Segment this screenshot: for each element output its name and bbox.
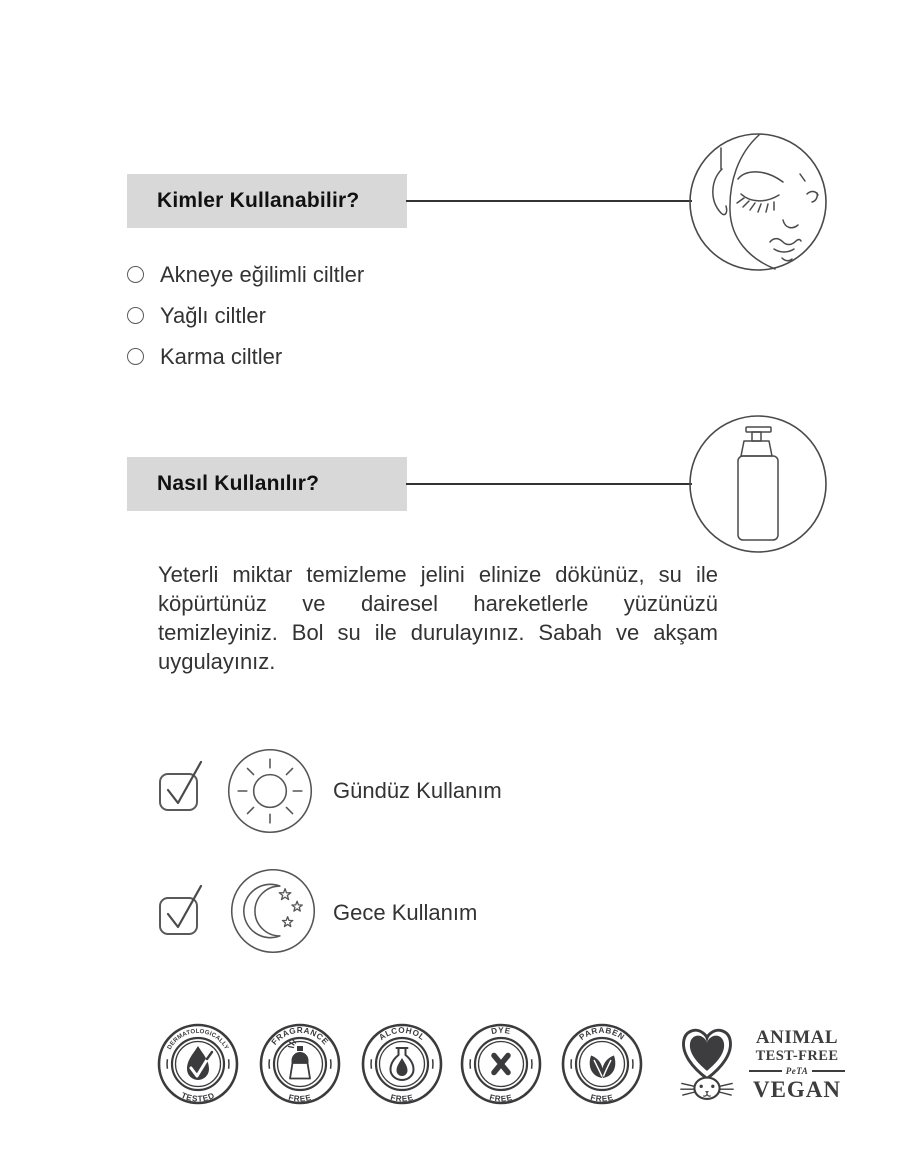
checkbox-night-icon xyxy=(152,876,204,936)
circle-bullet-icon xyxy=(127,266,144,283)
skin-type-list xyxy=(127,254,364,377)
peta-text-block xyxy=(745,1028,849,1102)
section-title-who-label: Kimler Kullanabilir? xyxy=(157,189,360,212)
badge-alcohol-free xyxy=(360,1022,444,1106)
circle-bullet-icon xyxy=(127,307,144,324)
sun-icon xyxy=(227,748,313,834)
connector-line-how xyxy=(406,483,692,485)
circle-bullet-icon xyxy=(127,348,144,365)
list-item-label: Karma ciltler xyxy=(160,343,283,369)
flask-flame-icon xyxy=(391,1048,414,1080)
moon-stars-icon xyxy=(230,868,316,954)
badge-dermatologically-tested xyxy=(156,1022,240,1106)
svg-text:FRAGRANCE xyxy=(270,1026,330,1047)
usage-instructions: Yeterli miktar temizleme jelini elinize dökünüz, su ile köpürtünüz ve dairesel hareketlerle yüzünüzü temizleyiniz. Bol su ile durulayınız. Sabah ve akşam uygulayınız. xyxy=(158,562,718,674)
badge-bottom-text: FREE xyxy=(287,1092,313,1104)
badge-bottom-text: FREE xyxy=(589,1092,615,1104)
badge-top-text: FRAGRANCE xyxy=(269,1025,331,1047)
pump-bottle-icon xyxy=(688,414,828,554)
badge-fragrance-free xyxy=(258,1022,342,1106)
peta-bunny-icon xyxy=(676,1024,738,1106)
peta-animal-label: ANIMAL xyxy=(755,1027,839,1048)
leaves-icon xyxy=(590,1056,616,1079)
divider-line xyxy=(812,1070,845,1072)
section-title-how-label: Nasıl Kullanılır? xyxy=(157,472,320,495)
badge-paraben-free xyxy=(560,1022,644,1106)
x-mark-icon xyxy=(494,1056,508,1073)
svg-text:DYE xyxy=(490,1026,511,1036)
badge-top-text: PARABEN xyxy=(577,1025,627,1042)
divider-line xyxy=(749,1070,782,1072)
badge-top-text: ALCOHOL xyxy=(377,1025,427,1043)
connector-line-who xyxy=(406,200,692,202)
list-item xyxy=(127,336,364,377)
section-title-how xyxy=(127,457,407,511)
badge-bottom-text: TESTED xyxy=(179,1090,217,1104)
list-item-label: Yağlı ciltler xyxy=(160,302,266,328)
badge-dye-free xyxy=(459,1022,543,1106)
peta-vegan-logo xyxy=(676,1024,849,1106)
badge-bottom-text: FREE xyxy=(488,1092,514,1104)
night-usage-label: Gece Kullanım xyxy=(333,900,478,925)
list-item xyxy=(127,254,364,295)
list-item xyxy=(127,295,364,336)
drop-check-icon xyxy=(187,1046,212,1080)
checkbox-day-icon xyxy=(152,752,204,812)
list-item-label: Akneye eğilimli ciltler xyxy=(160,261,365,287)
peta-testfree-label: TEST-FREE xyxy=(755,1048,839,1064)
badge-top-text: DYE xyxy=(490,1025,512,1037)
peta-divider xyxy=(749,1066,845,1076)
peta-vegan-label: VEGAN xyxy=(752,1077,842,1102)
section-title-who xyxy=(127,174,407,228)
face-icon xyxy=(688,132,828,272)
badge-top-text: DERMATOLOGICALLY xyxy=(165,1027,231,1051)
perfume-spray-icon xyxy=(289,1040,311,1079)
day-usage-label: Gündüz Kullanım xyxy=(333,778,502,803)
peta-brand-label: PeTA xyxy=(785,1066,809,1076)
badge-bottom-text: FREE xyxy=(389,1092,415,1104)
